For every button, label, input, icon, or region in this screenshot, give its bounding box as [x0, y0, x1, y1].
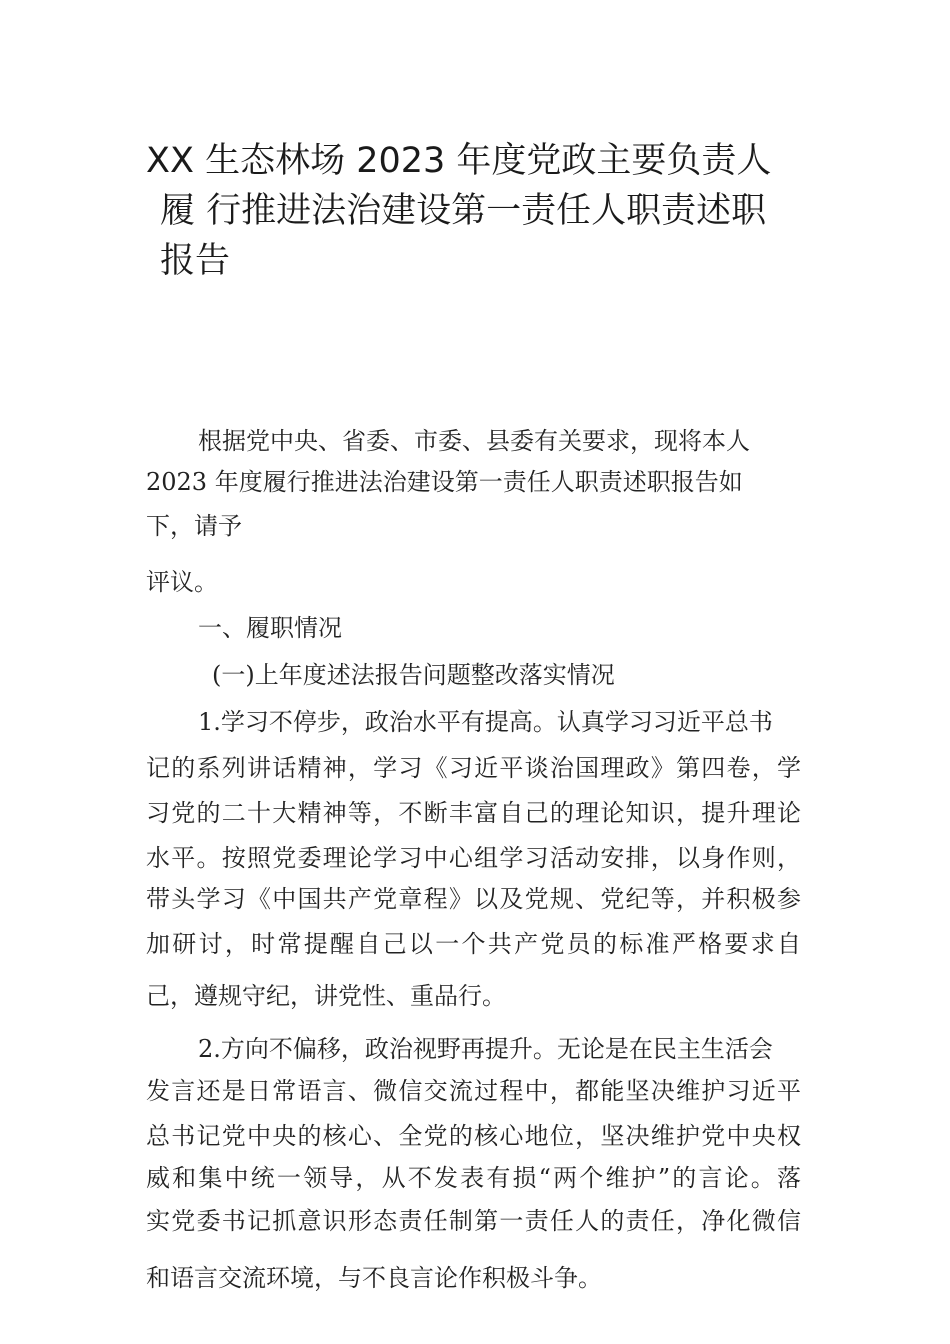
item-1-line-4: 水平。按照党委理论学习中心组学习活动安排，以身作则，	[146, 844, 801, 872]
paragraph-1-line-2: 2023 年度履行推进法治建设第一责任人职责述职报告如	[146, 468, 743, 496]
item-2-line-1: 2.方向不偏移，政治视野再提升。无论是在民主生活会	[198, 1035, 773, 1063]
item-1-line-5: 带头学习《中国共产党章程》以及党规、党纪等，并积极参	[146, 885, 801, 913]
paragraph-1-line-1: 根据党中央、省委、市委、县委有关要求，现将本人	[198, 427, 750, 455]
item-2-line-6: 和语言交流环境，与不良言论作积极斗争。	[146, 1264, 602, 1292]
paragraph-1-line-4: 评议。	[146, 568, 218, 596]
item-1-line-7: 己，遵规守纪，讲党性、重品行。	[146, 982, 506, 1010]
document-title	[146, 136, 806, 286]
title-line-2: 履 行推进法治建设第一责任人职责述职	[160, 191, 767, 231]
title-line-3: 报告	[160, 241, 231, 281]
section-heading-1: 一、履职情况	[198, 614, 342, 642]
paragraph-1-line-3: 下，请予	[146, 512, 242, 540]
subsection-heading-1: (一)上年度述法报告问题整改落实情况	[212, 661, 615, 689]
item-2-line-2: 发言还是日常语言、微信交流过程中，都能坚决维护习近平	[146, 1077, 801, 1105]
title-line-1: XX 生态林场 2023 年度党政主要负责人	[146, 141, 772, 181]
item-1-line-2: 记的系列讲话精神，学习《习近平谈治国理政》第四卷，学	[146, 754, 801, 782]
item-1-line-6: 加研讨，时常提醒自己以一个共产党员的标准严格要求自	[146, 930, 801, 958]
item-1-line-3: 习党的二十大精神等，不断丰富自己的理论知识，提升理论	[146, 799, 801, 827]
item-2-line-3: 总书记党中央的核心、全党的核心地位，坚决维护党中央权	[146, 1122, 801, 1150]
item-2-line-5: 实党委书记抓意识形态责任制第一责任人的责任，净化微信	[146, 1207, 801, 1235]
item-1-line-1: 1.学习不停步，政治水平有提高。认真学习习近平总书	[198, 708, 773, 736]
item-2-line-4: 威和集中统一领导，从不发表有损“两个维护”的言论。落	[146, 1164, 801, 1192]
